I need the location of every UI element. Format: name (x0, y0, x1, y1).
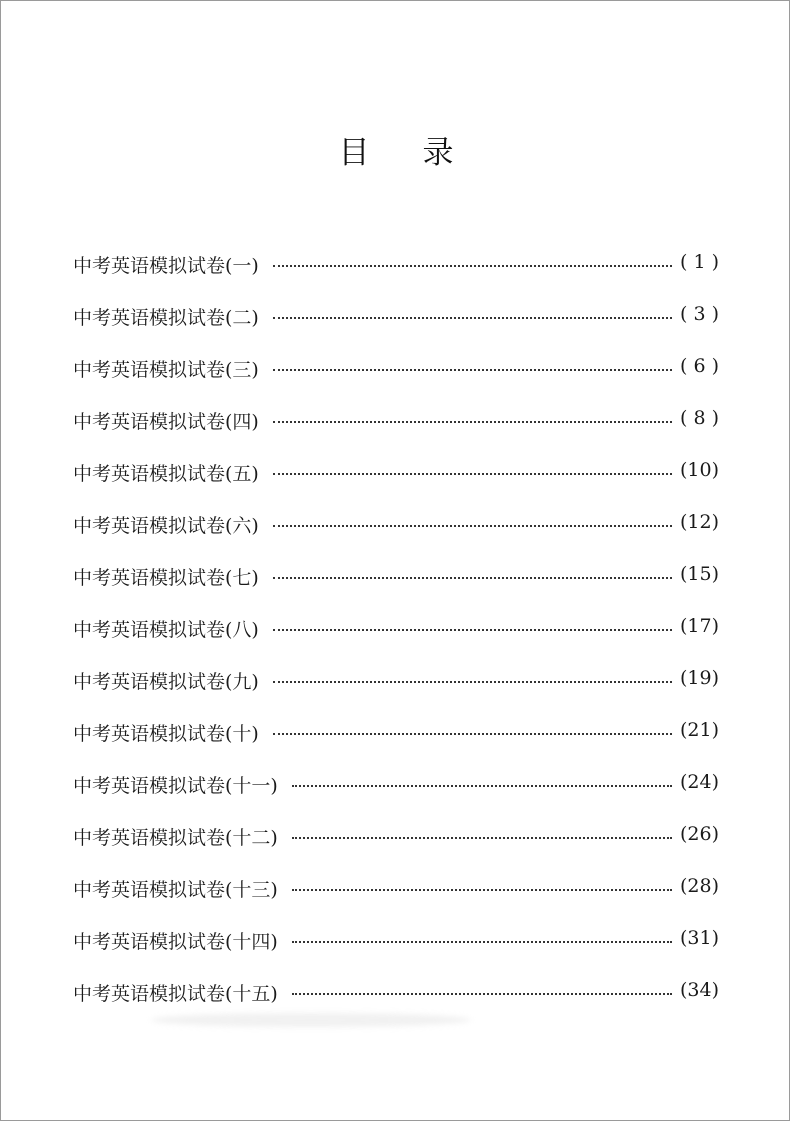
toc-entry-label: 中考英语模拟试卷(十) (73, 719, 265, 746)
dot-leader (292, 835, 672, 839)
page-title (1, 127, 790, 172)
dot-leader (273, 679, 672, 683)
dot-leader (273, 627, 672, 631)
scan-smudge (151, 1013, 471, 1027)
toc-entry[interactable] (73, 459, 719, 511)
toc-entry[interactable] (73, 615, 719, 667)
toc-entry-page: (15) (679, 563, 719, 585)
dot-leader (273, 575, 672, 579)
dot-leader (273, 471, 672, 475)
toc-entry-page: (21) (679, 719, 719, 741)
toc-entry[interactable] (73, 407, 719, 459)
dot-leader (273, 315, 672, 319)
toc-entry-page: (31) (679, 927, 719, 949)
table-of-contents (73, 251, 719, 1031)
toc-entry[interactable] (73, 667, 719, 719)
toc-entry-label: 中考英语模拟试卷(五) (73, 459, 265, 486)
toc-entry-page: ( 1 ) (680, 251, 719, 273)
toc-entry-label: 中考英语模拟试卷(六) (73, 511, 265, 538)
toc-entry-label: 中考英语模拟试卷(九) (73, 667, 265, 694)
dot-leader (273, 523, 672, 527)
toc-entry[interactable] (73, 303, 719, 355)
toc-entry[interactable] (73, 875, 719, 927)
toc-entry-page: (26) (679, 823, 719, 845)
dot-leader (292, 783, 672, 787)
toc-entry-page: ( 8 ) (680, 407, 719, 429)
toc-entry-label: 中考英语模拟试卷(七) (73, 563, 265, 590)
toc-entry-label: 中考英语模拟试卷(十四) (73, 927, 284, 954)
toc-entry[interactable] (73, 823, 719, 875)
dot-leader (292, 991, 672, 995)
toc-entry-label: 中考英语模拟试卷(十二) (73, 823, 284, 850)
toc-entry-label: 中考英语模拟试卷(四) (73, 407, 265, 434)
toc-entry-label: 中考英语模拟试卷(八) (73, 615, 265, 642)
dot-leader (292, 939, 672, 943)
toc-entry[interactable] (73, 251, 719, 303)
toc-entry[interactable] (73, 927, 719, 979)
toc-entry-page: (12) (679, 511, 719, 533)
toc-entry[interactable] (73, 771, 719, 823)
toc-entry[interactable] (73, 563, 719, 615)
toc-entry-page: ( 3 ) (680, 303, 719, 325)
dot-leader (273, 367, 672, 371)
toc-entry[interactable] (73, 719, 719, 771)
toc-entry-label: 中考英语模拟试卷(十一) (73, 771, 284, 798)
dot-leader (273, 263, 672, 267)
toc-entry-label: 中考英语模拟试卷(二) (73, 303, 265, 330)
dot-leader (273, 419, 672, 423)
toc-entry-page: (17) (679, 615, 719, 637)
title-char-1: 目 (338, 135, 370, 171)
dot-leader (273, 731, 672, 735)
toc-entry-page: (34) (679, 979, 719, 1001)
toc-entry[interactable] (73, 355, 719, 407)
toc-entry-page: (24) (679, 771, 719, 793)
toc-entry-label: 中考英语模拟试卷(一) (73, 251, 265, 278)
toc-entry-label: 中考英语模拟试卷(十三) (73, 875, 284, 902)
toc-entry-page: ( 6 ) (680, 355, 719, 377)
toc-entry-label: 中考英语模拟试卷(三) (73, 355, 265, 382)
toc-entry-label: 中考英语模拟试卷(十五) (73, 979, 284, 1006)
title-char-2: 录 (422, 135, 454, 171)
toc-entry[interactable] (73, 511, 719, 563)
toc-entry-page: (28) (679, 875, 719, 897)
dot-leader (292, 887, 672, 891)
toc-entry-page: (10) (679, 459, 719, 481)
toc-entry-page: (19) (679, 667, 719, 689)
